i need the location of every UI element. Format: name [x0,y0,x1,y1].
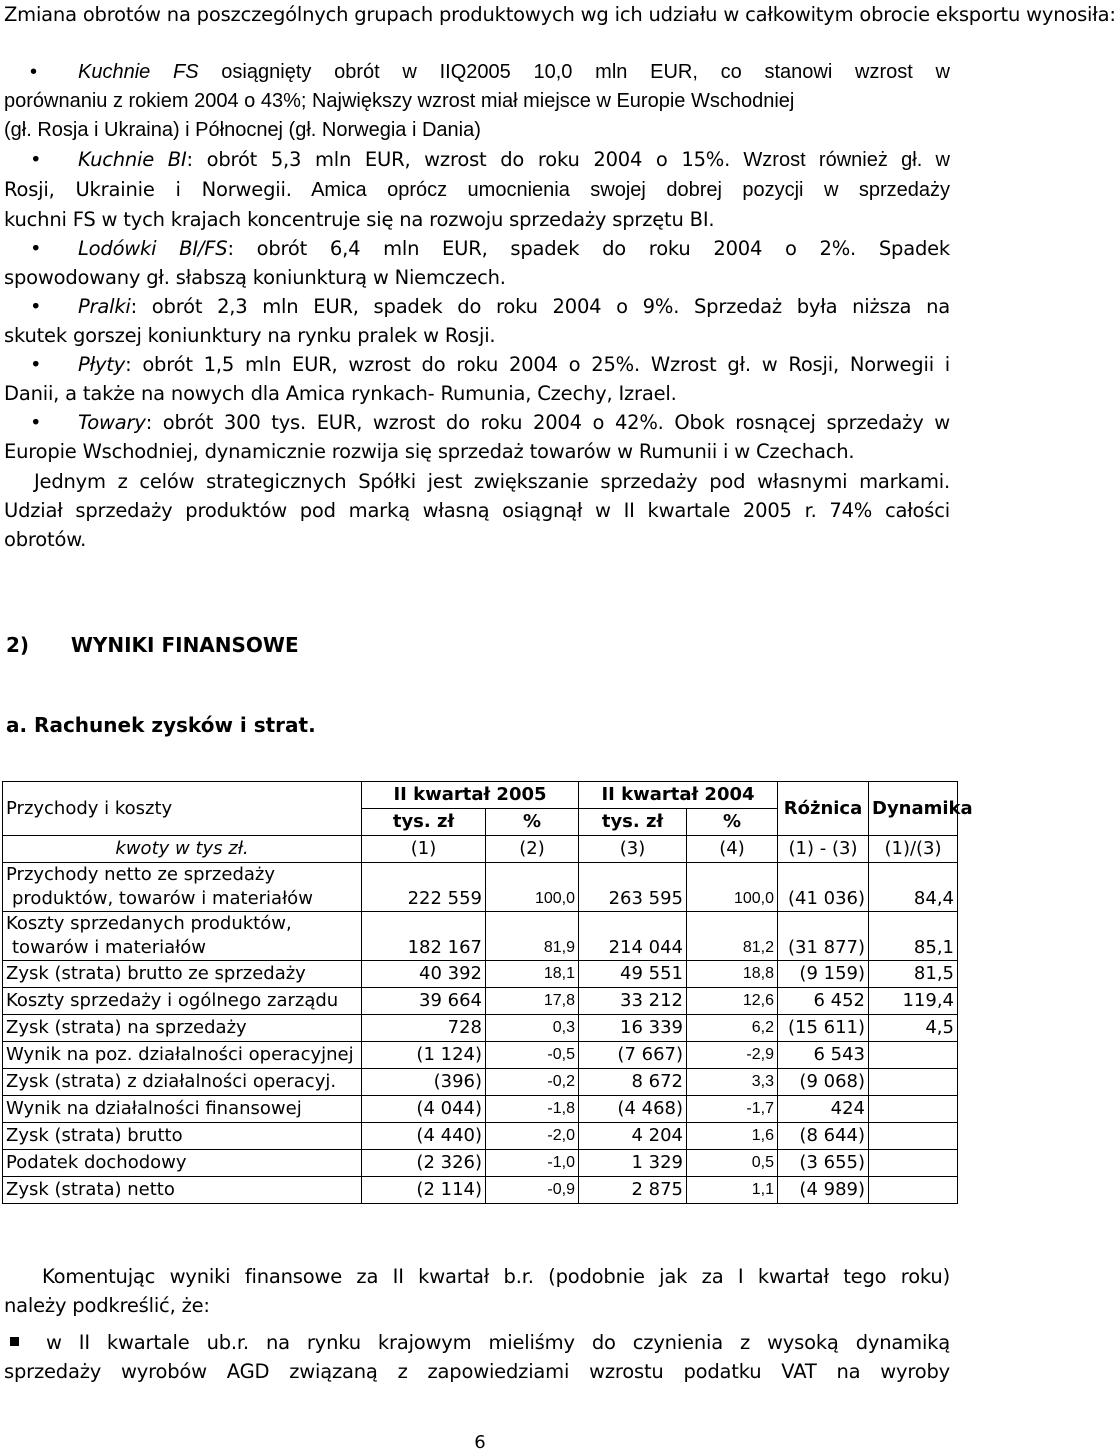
table-cell: (396) [362,1069,486,1096]
table-cell: 214 044 [579,912,687,961]
bullet-towary: •Towary: obrót 300 tys. EUR, wzrost do roku 2004 o 42%. Obok rosnącej sprzedaży w [4,408,950,437]
table-row [3,1096,958,1123]
page-number: 6 [474,1432,486,1453]
table-row [3,863,958,912]
table-cell: 85,1 [869,912,958,961]
table-cell: (9 068) [778,1069,869,1096]
table-cell: -2,9 [687,1042,778,1069]
table-subheader-row: tys. zł % tys. zł % [3,809,958,836]
table-cell: (41 036) [778,863,869,912]
bullet-pralki: •Pralki: obrót 2,3 mln EUR, spadek do roku 2004 o 9%. Sprzedaż była niższa na [4,292,950,321]
bullet-lodowki: •Lodówki BI/FS: obrót 6,4 mln EUR, spadek do roku 2004 o 2%. Spadek [4,234,950,263]
table-cell: (8 644) [778,1123,869,1150]
table-row [3,1123,958,1150]
table-cell: (4 440) [362,1123,486,1150]
table-cell: (4 468) [579,1096,687,1123]
table-cell: 84,4 [869,863,958,912]
table-cell: 40 392 [362,961,486,988]
header-period-2005: II kwartał 2005 [362,782,579,809]
table-row [3,1069,958,1096]
table-cell: 1,6 [687,1123,778,1150]
table-cell: 18,8 [687,961,778,988]
income-statement-table [2,781,973,1204]
table-cell: 12,6 [687,988,778,1015]
table-row [3,1177,958,1204]
table-cell: 4 204 [579,1123,687,1150]
table-cell: 6 452 [778,988,869,1015]
bullet-kuchnie-fs: •Kuchnie FS osiągnięty obrót w IIQ2005 10,0 mln EUR, co stanowi wzrost w [4,58,950,87]
table-cell: (15 611) [778,1015,869,1042]
table-cell: 33 212 [579,988,687,1015]
table-cell: -1,0 [486,1150,579,1177]
table-cell: 18,1 [486,961,579,988]
table-cell: (2 326) [362,1150,486,1177]
table-cell: 6,2 [687,1015,778,1042]
table-cell: -0,9 [486,1177,579,1204]
table-cell: 1 329 [579,1150,687,1177]
table-cell: 1,1 [687,1177,778,1204]
table-cell: -1,7 [687,1096,778,1123]
table-cell: 81,5 [869,961,958,988]
table-cell: 182 167 [362,912,486,961]
table-cell: 6 543 [778,1042,869,1069]
section-title: 2) WYNIKI FINANSOWE [6,633,299,657]
product-bullets: •Kuchnie FS osiągnięty obrót w IIQ2005 10,0 mln EUR, co stanowi wzrost w porównaniu z rokiem 2004 o 43%; Największy wzrost miał miejsce w Europie Wschodniej (gł. Rosja i Ukraina) i Północnej (gł. Norwegia i Dania) •Kuchnie BI: obrót 5,3 mln EUR, wzrost do roku 2004 o 15%. Wzrost również gł. w Rosji, Ukrainie i Norwegii. Amica oprócz umocnienia swojej dobrej pozycji w sprzedaży kuchni FS w tych krajach koncentruje się na rozwoju sprzedaży sprzętu BI. •Lodówki BI/FS: obrót 6,4 mln EUR, spadek do roku 2004 o 2%. Spadek spowodowany gł. słabszą koniunkturą w Niemczech. •Pralki: obrót 2,3 mln EUR, spadek do roku 2004 o 9%. Sprzedaż była niższa na skutek gorszej koniunktury na rynku pralek w Rosji. •Płyty: obrót 1,5 mln EUR, wzrost do roku 2004 o 25%. Wzrost gł. w Rosji, Norwegii i Danii, a także na nowych dla Amica rynkach- Rumunia, Czechy, Izrael. •Towary: obrót 300 tys. EUR, wzrost do roku 2004 o 42%. Obok rosnącej sprzedaży w Europie Wschodniej, dynamicznie rozwija się sprzedaż towarów w Rumunii i w Czechach. [4,58,950,466]
table-cell: 222 559 [362,863,486,912]
table-cell [869,1069,958,1096]
row-label: Przychody netto ze sprzedaży produktów, towarów i materiałów [3,863,362,912]
table-cell: 0,5 [687,1150,778,1177]
table-cell: -2,0 [486,1123,579,1150]
row-label: Podatek dochodowy [3,1150,362,1177]
table-cell: 8 672 [579,1069,687,1096]
table-cell: (31 877) [778,912,869,961]
table-cell: 81,2 [687,912,778,961]
comment-paragraph: Komentując wyniki finansowe za II kwartał b.r. (podobnie jak za I kwartał tego roku) należy podkreślić, że: [4,1265,950,1317]
table-row [3,961,958,988]
square-bullet-paragraph: w II kwartale ub.r. na rynku krajowym mieliśmy do czynienia z wysoką dynamiką sprzedaży wyrobów AGD związaną z zapowiedziami wzrostu podatku VAT na wyroby [4,1331,950,1383]
table-cell: (7 667) [579,1042,687,1069]
table-cell: -0,5 [486,1042,579,1069]
table-cell: -0,2 [486,1069,579,1096]
row-label: Koszty sprzedaży i ogólnego zarządu [3,988,362,1015]
header-period-2004: II kwartał 2004 [579,782,778,809]
table-cell: 39 664 [362,988,486,1015]
table-row [3,1015,958,1042]
row-label: Zysk (strata) netto [3,1177,362,1204]
table-cell: 263 595 [579,863,687,912]
intro-text: Zmiana obrotów na poszczególnych grupach produktowych wg ich udziału w całkowitym obrocie eksportu wynosiła: [4,3,1116,26]
table-cell: 2 875 [579,1177,687,1204]
table-column-numbers-row: kwoty w tys zł. (1) (2) (3) (4) (1) - (3) (1)/(3) [3,836,958,863]
table-cell: (4 989) [778,1177,869,1204]
table-cell [869,1123,958,1150]
row-label: Wynik na poz. działalności operacyjnej [3,1042,362,1069]
table-cell: 16 339 [579,1015,687,1042]
table-cell: 424 [778,1096,869,1123]
table-row [3,1042,958,1069]
table-header-row [3,782,958,809]
subsection-title: a. Rachunek zysków i strat. [6,713,316,737]
table-cell: 0,3 [486,1015,579,1042]
row-label: Wynik na działalności finansowej [3,1096,362,1123]
table-cell: 728 [362,1015,486,1042]
table-cell: 119,4 [869,988,958,1015]
strategy-paragraph: Jednym z celów strategicznych Spółki jest zwiększanie sprzedaży pod własnymi markami. Udział sprzedaży produktów pod marką własną osiągnął w II kwartale 2005 r. 74% całości obrotów. [4,470,950,551]
row-label: Zysk (strata) brutto ze sprzedaży [3,961,362,988]
table-cell: 17,8 [486,988,579,1015]
table-row [3,988,958,1015]
table-cell: 4,5 [869,1015,958,1042]
export-intro [4,0,1116,29]
table-cell [869,1042,958,1069]
row-label: Zysk (strata) na sprzedaży [3,1015,362,1042]
table-cell: (1 124) [362,1042,486,1069]
table-cell [869,1150,958,1177]
row-label: Zysk (strata) brutto [3,1123,362,1150]
bullet-kuchnie-bi: •Kuchnie BI: obrót 5,3 mln EUR, wzrost do roku 2004 o 15%. Wzrost również gł. w [4,145,950,175]
row-label: Koszty sprzedanych produktów, towarów i materiałów [3,912,362,961]
table-cell: 81,9 [486,912,579,961]
header-dynamics: Dynamika [869,782,958,836]
row-label: Zysk (strata) z działalności operacyj. [3,1069,362,1096]
header-difference: Różnica [778,782,869,836]
table-cell: (9 159) [778,961,869,988]
table-row [3,912,958,961]
table-cell: 49 551 [579,961,687,988]
table-cell: 3,3 [687,1069,778,1096]
table-cell: 100,0 [486,863,579,912]
bullet-plyty: •Płyty: obrót 1,5 mln EUR, wzrost do roku 2004 o 25%. Wzrost gł. w Rosji, Norwegii i [4,350,950,379]
header-label: Przychody i koszty [3,782,362,836]
table-cell [869,1096,958,1123]
table-cell: -1,8 [486,1096,579,1123]
table-cell: (4 044) [362,1096,486,1123]
table-row [3,1150,958,1177]
table-cell: (2 114) [362,1177,486,1204]
square-bullet-icon [10,1337,19,1346]
table-cell: 100,0 [687,863,778,912]
table-cell [869,1177,958,1204]
table-cell: (3 655) [778,1150,869,1177]
